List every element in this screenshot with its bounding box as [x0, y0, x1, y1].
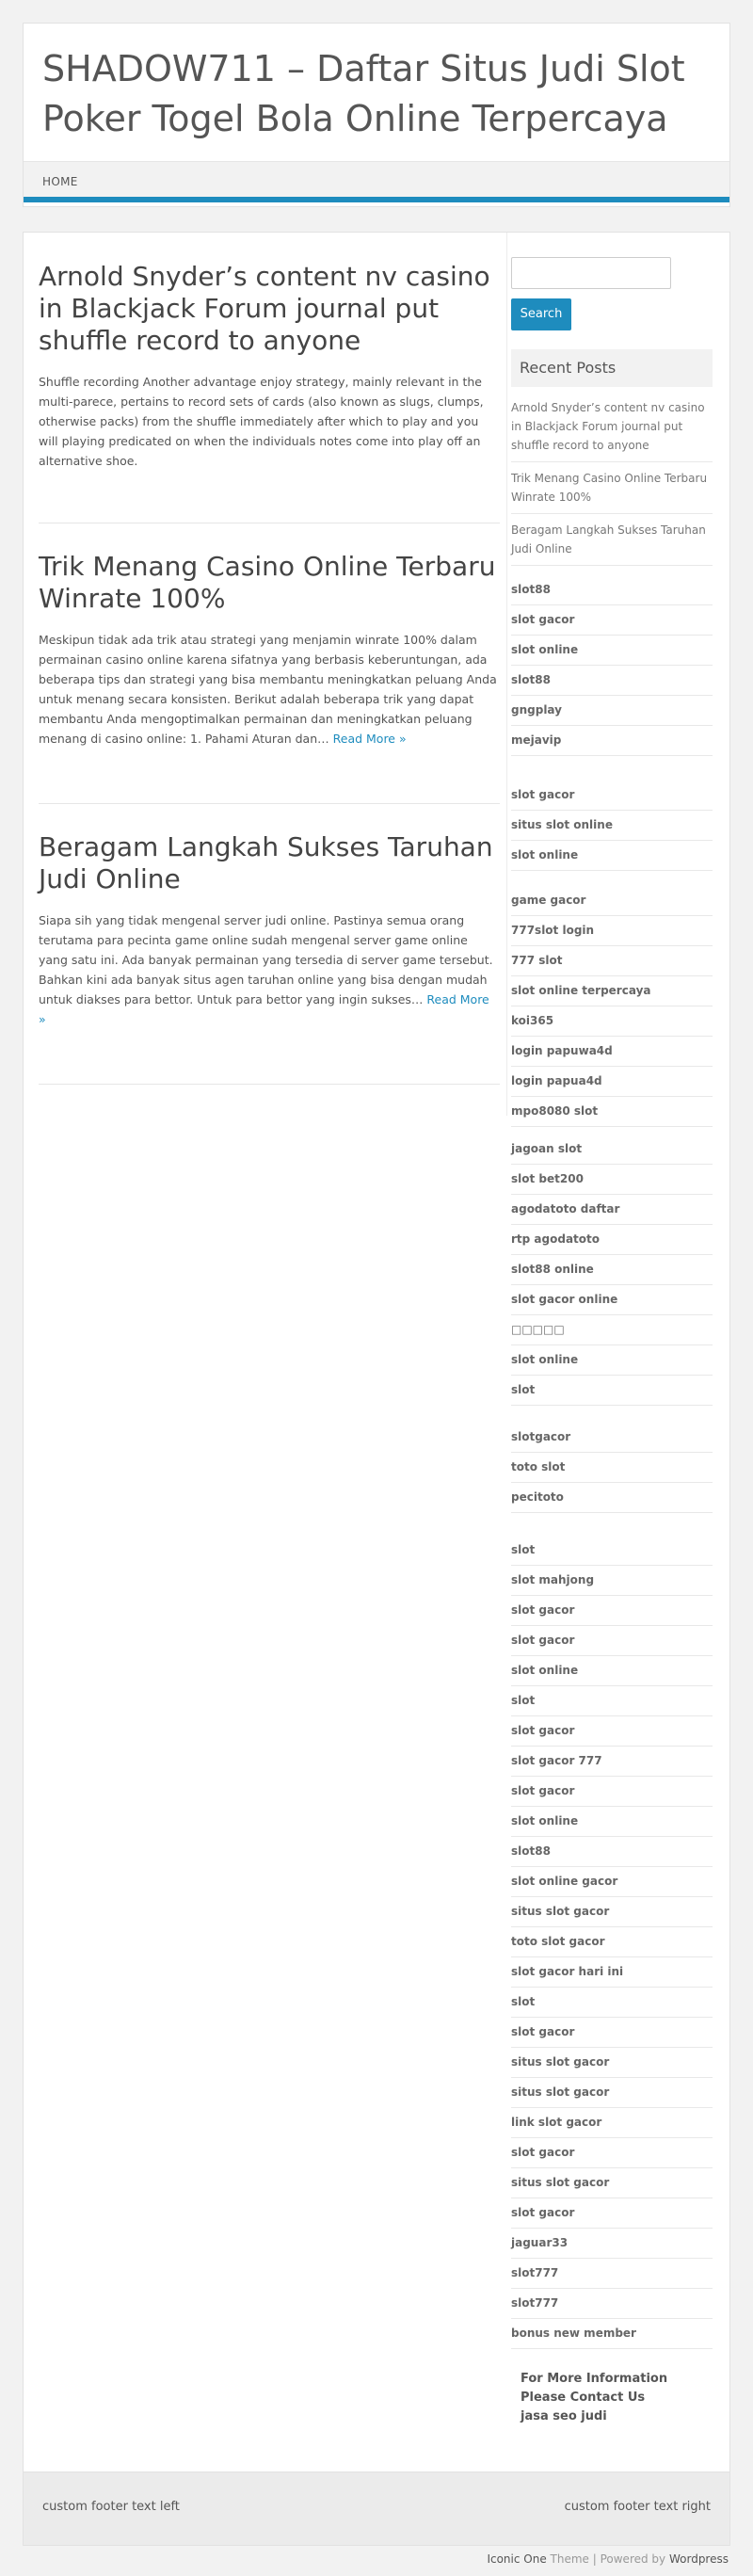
sidebar-link[interactable]: slot88: [511, 666, 713, 696]
sidebar-link[interactable]: agodatoto daftar: [511, 1195, 713, 1225]
sidebar-link[interactable]: slot online: [511, 1345, 713, 1376]
sidebar-link[interactable]: slot online terpercaya: [511, 976, 713, 1006]
sidebar-link[interactable]: slot online: [511, 841, 713, 871]
post-divider: [39, 803, 500, 804]
sidebar-link[interactable]: slot gacor online: [511, 1285, 713, 1315]
sidebar-link[interactable]: 777 slot: [511, 946, 713, 976]
sidebar-links-group-3: [511, 886, 713, 1127]
sidebar-link[interactable]: slot gacor hari ini: [511, 1957, 713, 1988]
sidebar-link[interactable]: slot88 online: [511, 1255, 713, 1285]
site-footer: [23, 2472, 730, 2546]
post-article: [39, 261, 500, 471]
sidebar-link[interactable]: bonus new member: [511, 2319, 713, 2349]
site-header: [23, 23, 730, 207]
sidebar-link[interactable]: slot online: [511, 1807, 713, 1837]
post-title[interactable]: Trik Menang Casino Online Terbaru Winrate 100%: [39, 551, 496, 614]
sidebar-link[interactable]: slot gacor: [511, 1777, 713, 1807]
sidebar-link[interactable]: rtp agodatoto: [511, 1225, 713, 1255]
sidebar-link[interactable]: situs slot gacor: [511, 1897, 713, 1927]
main-column: [39, 233, 507, 1116]
sidebar-link[interactable]: toto slot: [511, 1453, 713, 1483]
sidebar-link[interactable]: slotgacor: [511, 1423, 713, 1453]
sidebar-link[interactable]: slot gacor: [511, 1626, 713, 1656]
nav-home-link[interactable]: HOME: [42, 175, 78, 188]
post-excerpt-text: Meskipun tidak ada trik atau strategi yang menjamin winrate 100% dalam permainan casino online karena sifatnya yang berbasis keberuntungan, ada beberapa tips dan strategi yang bisa membantu meningkatkan peluang Anda untuk menang secara konsisten. Berikut adalah beberapa trik yang dapat membantu Anda mengoptimalkan permainan dan meningkatkan peluang menang di casino online: 1. Pahami Aturan dan…: [39, 633, 497, 746]
post-excerpt-text: Siapa sih yang tidak mengenal server judi online. Pastinya semua orang terutama para pecinta game online sudah mengenal server game online yang satu ini. Ada banyak permainan yang tersedia di server game tersebut. Bahkan kini ada banyak situs agen taruhan online yang bisa dengan mudah untuk diakses para bettor. Untuk para bettor yang ingin sukses…: [39, 913, 493, 1006]
wordpress-link[interactable]: Wordpress: [668, 2552, 729, 2566]
sidebar-link[interactable]: gngplay: [511, 696, 713, 726]
sidebar-links-group-5: [511, 1423, 713, 1513]
theme-credit-link[interactable]: Iconic One: [487, 2552, 547, 2566]
sidebar-link[interactable]: slot gacor: [511, 2018, 713, 2048]
sidebar-link[interactable]: slot: [511, 1536, 713, 1566]
sidebar-link[interactable]: slot88: [511, 575, 713, 605]
sidebar-link[interactable]: slot gacor: [511, 2138, 713, 2168]
post-title[interactable]: Beragam Langkah Sukses Taruhan Judi Online: [39, 831, 493, 894]
post-excerpt: [39, 910, 500, 1029]
sidebar-link[interactable]: slot: [511, 1686, 713, 1716]
sidebar-link[interactable]: game gacor: [511, 886, 713, 916]
search-button[interactable]: Search: [511, 298, 571, 330]
sidebar-links-group-1: [511, 575, 713, 756]
recent-post-link[interactable]: Trik Menang Casino Online Terbaru Winrate 100%: [511, 469, 713, 514]
sidebar-link[interactable]: slot777: [511, 2259, 713, 2289]
read-more-link[interactable]: Read More »: [39, 992, 489, 1026]
contact-info: [521, 2370, 709, 2426]
sidebar-link[interactable]: slot gacor: [511, 605, 713, 636]
sidebar-link[interactable]: pecitoto: [511, 1483, 713, 1513]
sidebar-link[interactable]: slot: [511, 1376, 713, 1406]
info-line[interactable]: jasa seo judi: [521, 2409, 607, 2423]
sidebar-link[interactable]: slot gacor 777: [511, 1747, 713, 1777]
footer-text-right: custom footer text right: [564, 2500, 711, 2514]
sidebar-links-group-4: [511, 1135, 713, 1406]
sidebar-link[interactable]: situs slot online: [511, 811, 713, 841]
post-excerpt-text: Shuffle recording Another advantage enjoy strategy, mainly relevant in the multi-parece, pertains to record sets of cards (also known as slugs, clumps, otherwise packs) from the shuffle immediately after which to play and you will playing predicated on when the individuals notes come into play off an alternative shoe.: [39, 375, 484, 468]
read-more-link[interactable]: Read More »: [332, 732, 407, 746]
sidebar-link[interactable]: link slot gacor: [511, 2108, 713, 2138]
sidebar-link[interactable]: jaguar33: [511, 2229, 713, 2259]
post-excerpt: [39, 372, 500, 471]
sidebar-link[interactable]: toto slot gacor: [511, 1927, 713, 1957]
sidebar-link[interactable]: slot gacor: [511, 1716, 713, 1747]
recent-posts-list: [511, 398, 713, 572]
sidebar-link[interactable]: slot online gacor: [511, 1867, 713, 1897]
sidebar-link[interactable]: situs slot gacor: [511, 2078, 713, 2108]
search-input[interactable]: [511, 257, 671, 289]
sidebar-link[interactable]: login papuwa4d: [511, 1037, 713, 1067]
sidebar-links-group-6: [511, 1536, 713, 2349]
sidebar-link[interactable]: jagoan slot: [511, 1135, 713, 1165]
info-line: Please Contact Us: [521, 2391, 646, 2405]
sidebar-link[interactable]: login papua4d: [511, 1067, 713, 1097]
theme-credit: [487, 2552, 729, 2566]
sidebar-link[interactable]: slot gacor: [511, 781, 713, 811]
post-divider: [39, 1084, 500, 1085]
sidebar-link[interactable]: mpo8080 slot: [511, 1097, 713, 1127]
sidebar-link[interactable]: slot gacor: [511, 2198, 713, 2229]
content-area: [23, 232, 730, 2472]
sidebar-link[interactable]: slot: [511, 1988, 713, 2018]
credit-text: Theme | Powered by: [546, 2552, 669, 2566]
site-title[interactable]: SHADOW711 – Daftar Situs Judi Slot Poker Togel Bola Online Terpercaya: [42, 48, 685, 139]
post-excerpt: [39, 630, 500, 749]
post-title[interactable]: Arnold Snyder’s content nv casino in Blackjack Forum journal put shuffle record to anyone: [39, 261, 490, 356]
sidebar-link[interactable]: slot gacor: [511, 1596, 713, 1626]
sidebar-link[interactable]: □□□□□: [511, 1315, 713, 1345]
sidebar-link[interactable]: situs slot gacor: [511, 2168, 713, 2198]
recent-post-link[interactable]: Arnold Snyder’s content nv casino in Blackjack Forum journal put shuffle record to anyone: [511, 398, 713, 462]
sidebar-link[interactable]: slot online: [511, 1656, 713, 1686]
info-line: For More Information: [521, 2372, 668, 2386]
sidebar-link[interactable]: slot88: [511, 1837, 713, 1867]
post-article: [39, 551, 500, 749]
recent-post-link[interactable]: Beragam Langkah Sukses Taruhan Judi Online: [511, 521, 713, 566]
sidebar-link[interactable]: slot mahjong: [511, 1566, 713, 1596]
sidebar-link[interactable]: 777slot login: [511, 916, 713, 946]
footer-text-left: custom footer text left: [42, 2500, 180, 2514]
sidebar-link[interactable]: mejavip: [511, 726, 713, 756]
post-article: [39, 831, 500, 1029]
sidebar-link[interactable]: slot777: [511, 2289, 713, 2319]
sidebar-link[interactable]: koi365: [511, 1006, 713, 1037]
sidebar-link[interactable]: situs slot gacor: [511, 2048, 713, 2078]
sidebar-link[interactable]: slot bet200: [511, 1165, 713, 1195]
sidebar-link[interactable]: slot online: [511, 636, 713, 666]
recent-posts-title: Recent Posts: [511, 349, 713, 387]
sidebar-links-group-2: [511, 781, 713, 871]
main-navigation: [24, 161, 729, 202]
